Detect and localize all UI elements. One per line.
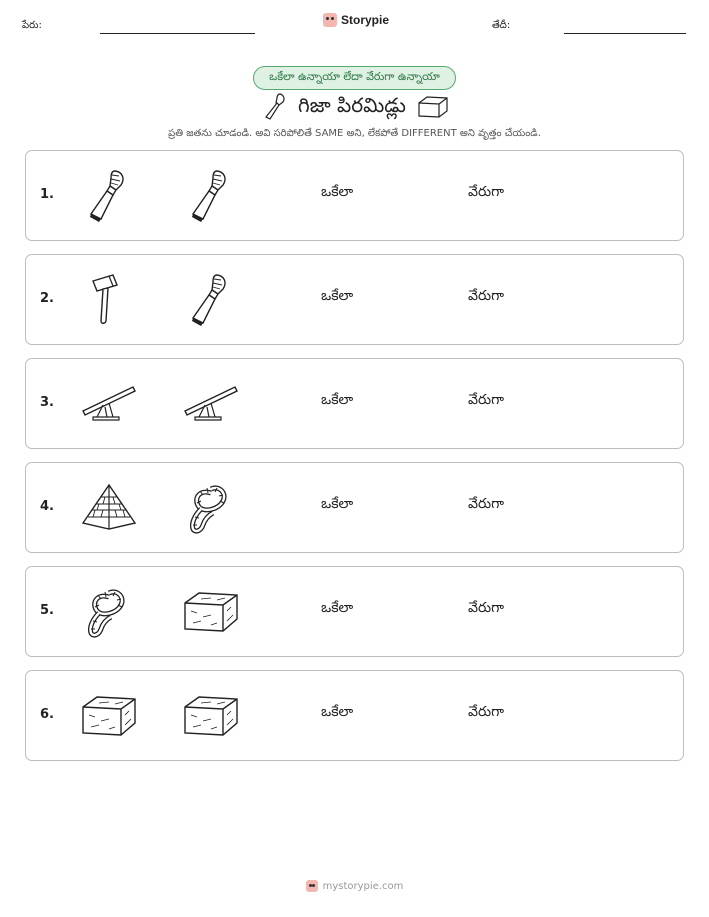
- different-option[interactable]: వేరుగా: [468, 600, 504, 616]
- different-option[interactable]: వేరుగా: [468, 184, 504, 200]
- different-option[interactable]: వేరుగా: [468, 392, 504, 408]
- stone-block-icon: [79, 687, 139, 745]
- title-row: [240, 92, 472, 122]
- worksheet-tag: ఒకేలా ఉన్నాయా లేదా వేరుగా ఉన్నాయా: [253, 66, 456, 90]
- question-row-1: [25, 150, 684, 241]
- lever-icon: [181, 375, 241, 433]
- footer-site[interactable]: mystorypie.com: [322, 880, 404, 892]
- question-number: 5.: [40, 603, 54, 618]
- date-label: తేదీ:: [492, 20, 511, 31]
- name-label: పేరు:: [22, 20, 42, 31]
- lever-icon: [79, 375, 139, 433]
- question-row-5: [25, 566, 684, 657]
- question-number: 2.: [40, 291, 54, 306]
- pyramid-icon: [79, 479, 139, 537]
- rope-icon: [181, 479, 241, 537]
- chisel-icon: [262, 92, 288, 122]
- same-option[interactable]: ఒకేలా: [321, 184, 354, 200]
- question-row-2: [25, 254, 684, 345]
- brand-name: Storypie: [341, 13, 390, 27]
- question-number: 1.: [40, 187, 54, 202]
- question-row-6: [25, 670, 684, 761]
- instructions: ప్రతి జతను చూడండి. అవి సరిపోలితే SAME అని, లేకపోతే DIFFERENT అని వృత్తం చేయండి.: [168, 128, 541, 139]
- stone-block-icon: [181, 583, 241, 641]
- page-title: గిజా పిరమిడ్లు: [298, 92, 406, 117]
- footer: [0, 880, 709, 892]
- storypie-logo-icon: [323, 13, 337, 27]
- question-number: 4.: [40, 499, 54, 514]
- same-option[interactable]: ఒకేలా: [321, 704, 354, 720]
- question-number: 6.: [40, 707, 54, 722]
- storypie-logo-icon: [306, 880, 318, 892]
- date-line[interactable]: [564, 33, 686, 34]
- same-option[interactable]: ఒకేలా: [321, 600, 354, 616]
- different-option[interactable]: వేరుగా: [468, 496, 504, 512]
- question-row-4: [25, 462, 684, 553]
- chisel-icon: [181, 271, 241, 329]
- question-number: 3.: [40, 395, 54, 410]
- brand: [323, 13, 389, 27]
- rope-icon: [79, 583, 139, 641]
- mallet-icon: [79, 271, 139, 329]
- same-option[interactable]: ఒకేలా: [321, 496, 354, 512]
- same-option[interactable]: ఒకేలా: [321, 392, 354, 408]
- question-row-3: [25, 358, 684, 449]
- chisel-icon: [79, 167, 139, 225]
- name-line[interactable]: [100, 33, 255, 34]
- different-option[interactable]: వేరుగా: [468, 704, 504, 720]
- stone-block-icon: [181, 687, 241, 745]
- same-option[interactable]: ఒకేలా: [321, 288, 354, 304]
- different-option[interactable]: వేరుగా: [468, 288, 504, 304]
- chisel-icon: [181, 167, 241, 225]
- stone-block-icon: [416, 94, 450, 120]
